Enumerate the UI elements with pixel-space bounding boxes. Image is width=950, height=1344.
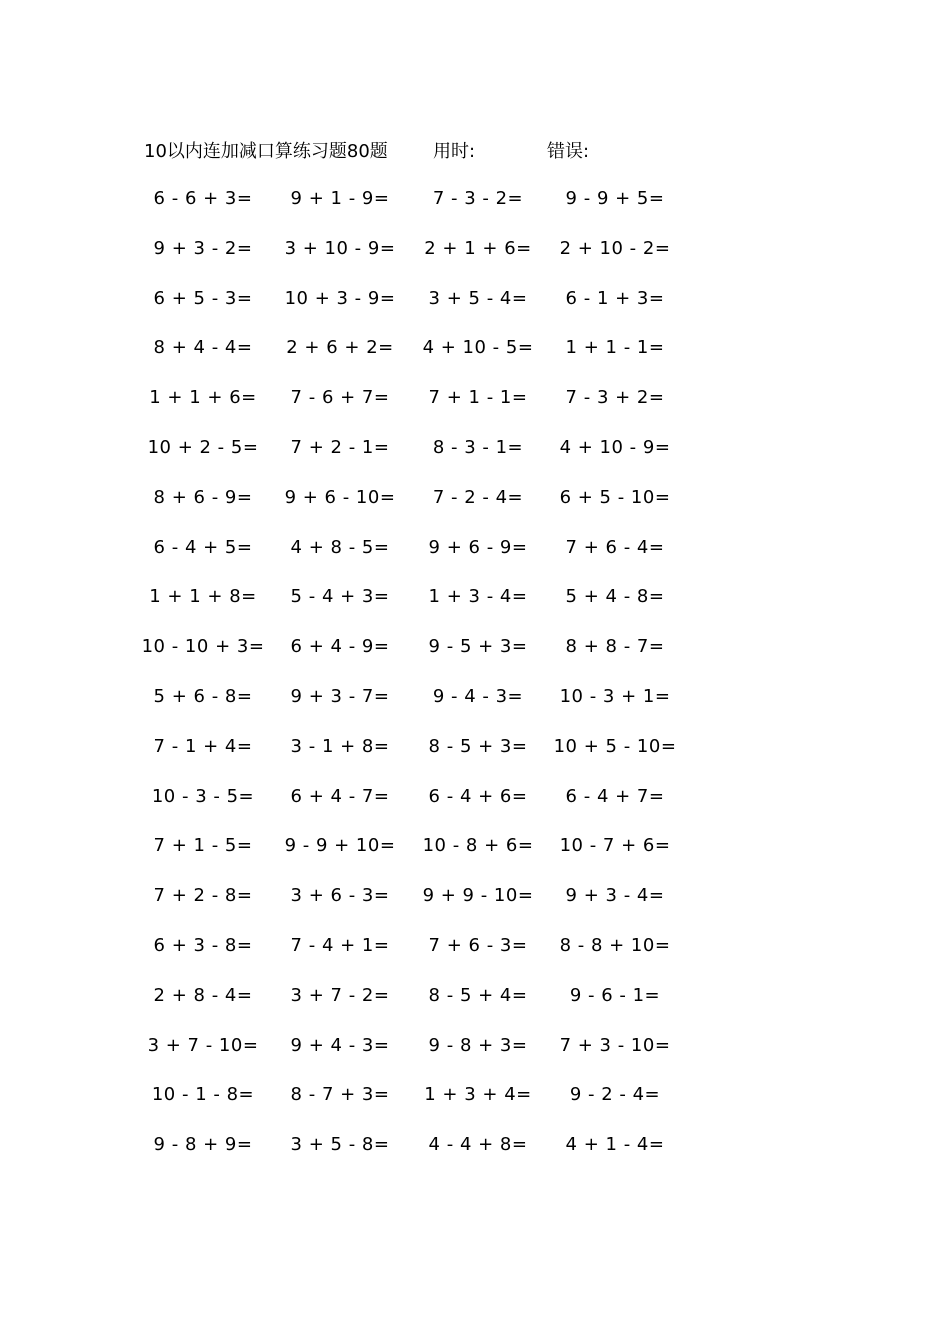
problem-r5-c3: 7 + 1 - 1= <box>428 387 528 409</box>
problem-r17-c4: 9 - 6 - 1= <box>569 984 661 1006</box>
problem-r11-c2: 9 + 3 - 7= <box>290 686 390 707</box>
problem-r10-c4: 8 + 8 - 7= <box>565 636 665 658</box>
problem-r2-c1: 9 + 3 - 2= <box>153 237 253 259</box>
problem-r7-c2: 9 + 6 - 10= <box>284 486 396 508</box>
problem-r11-c4: 10 - 3 + 1= <box>559 686 671 707</box>
problem-r10-c1: 10 - 10 + 3= <box>141 636 265 658</box>
problem-r15-c3: 9 + 9 - 10= <box>422 885 534 907</box>
problem-r6-c2: 7 + 2 - 1= <box>290 437 390 458</box>
problem-r18-c3: 9 - 8 + 3= <box>428 1034 528 1056</box>
problem-r2-c4: 2 + 10 - 2= <box>559 237 671 259</box>
problem-r2-c3: 2 + 1 + 6= <box>424 237 532 259</box>
problem-r17-c3: 8 - 5 + 4= <box>428 984 528 1006</box>
problem-r3-c4: 6 - 1 + 3= <box>565 287 665 309</box>
problem-r14-c4: 10 - 7 + 6= <box>559 835 671 857</box>
problem-r7-c1: 8 + 6 - 9= <box>153 486 253 508</box>
problem-r13-c2: 6 + 4 - 7= <box>290 785 390 807</box>
problem-r20-c1: 9 - 8 + 9= <box>153 1134 253 1156</box>
problem-r9-c3: 1 + 3 - 4= <box>428 586 528 608</box>
problem-r19-c1: 10 - 1 - 8= <box>151 1084 255 1106</box>
problem-r3-c2: 10 + 3 - 9= <box>284 287 396 309</box>
problem-r1-c4: 9 - 9 + 5= <box>565 188 665 209</box>
problem-r3-c3: 3 + 5 - 4= <box>428 287 528 309</box>
problem-r1-c2: 9 + 1 - 9= <box>290 188 390 209</box>
problem-r8-c1: 6 - 4 + 5= <box>153 536 253 558</box>
problem-r15-c1: 7 + 2 - 8= <box>153 885 253 907</box>
problem-r16-c1: 6 + 3 - 8= <box>153 935 253 956</box>
problem-r1-c3: 7 - 3 - 2= <box>432 188 524 209</box>
problem-r1-c1: 6 - 6 + 3= <box>153 188 253 209</box>
problem-r10-c3: 9 - 5 + 3= <box>428 636 528 658</box>
problem-r6-c4: 4 + 10 - 9= <box>559 437 671 458</box>
problem-r4-c2: 2 + 6 + 2= <box>286 337 394 359</box>
problem-r7-c3: 7 - 2 - 4= <box>432 486 524 508</box>
problem-r6-c1: 10 + 2 - 5= <box>147 437 259 458</box>
problem-r18-c2: 9 + 4 - 3= <box>290 1034 390 1056</box>
problem-r14-c3: 10 - 8 + 6= <box>422 835 534 857</box>
problem-r8-c4: 7 + 6 - 4= <box>565 536 665 558</box>
problem-r15-c2: 3 + 6 - 3= <box>290 885 390 907</box>
problem-r16-c4: 8 - 8 + 10= <box>559 935 671 956</box>
problem-r2-c2: 3 + 10 - 9= <box>284 237 396 259</box>
problem-r9-c4: 5 + 4 - 8= <box>565 586 665 608</box>
problem-r12-c3: 8 - 5 + 3= <box>428 735 528 757</box>
problem-r10-c2: 6 + 4 - 9= <box>290 636 390 658</box>
problem-r20-c4: 4 + 1 - 4= <box>565 1134 665 1156</box>
problem-r9-c2: 5 - 4 + 3= <box>290 586 390 608</box>
problem-r11-c3: 9 - 4 - 3= <box>432 686 524 707</box>
problem-r19-c3: 1 + 3 + 4= <box>424 1084 532 1106</box>
problem-r5-c1: 1 + 1 + 6= <box>149 387 257 409</box>
problem-r12-c2: 3 - 1 + 8= <box>290 735 390 757</box>
problem-r14-c2: 9 - 9 + 10= <box>284 835 396 857</box>
problem-r8-c3: 9 + 6 - 9= <box>428 536 528 558</box>
worksheet-title: 10以内连加减口算练习题80题 <box>144 141 388 162</box>
problem-r7-c4: 6 + 5 - 10= <box>559 486 671 508</box>
problem-r5-c2: 7 - 6 + 7= <box>290 387 390 409</box>
problem-r11-c1: 5 + 6 - 8= <box>153 686 253 707</box>
errors-label: 错误: <box>547 141 590 162</box>
problem-r9-c1: 1 + 1 + 8= <box>149 586 257 608</box>
problem-r4-c3: 4 + 10 - 5= <box>422 337 534 359</box>
problem-r8-c2: 4 + 8 - 5= <box>290 536 390 558</box>
time-used-label: 用时: <box>433 141 476 162</box>
problem-r17-c2: 3 + 7 - 2= <box>290 984 390 1006</box>
problem-r13-c3: 6 - 4 + 6= <box>428 785 528 807</box>
problem-r13-c1: 10 - 3 - 5= <box>151 785 255 807</box>
problem-r13-c4: 6 - 4 + 7= <box>565 785 665 807</box>
problem-r4-c4: 1 + 1 - 1= <box>565 337 665 359</box>
problem-r3-c1: 6 + 5 - 3= <box>153 287 253 309</box>
problem-r15-c4: 9 + 3 - 4= <box>565 885 665 907</box>
problem-r19-c2: 8 - 7 + 3= <box>290 1084 390 1106</box>
problem-r12-c4: 10 + 5 - 10= <box>553 735 677 757</box>
problem-r4-c1: 8 + 4 - 4= <box>153 337 253 359</box>
problem-r6-c3: 8 - 3 - 1= <box>432 437 524 458</box>
problem-r18-c4: 7 + 3 - 10= <box>559 1034 671 1056</box>
problem-r18-c1: 3 + 7 - 10= <box>147 1034 259 1056</box>
problem-r19-c4: 9 - 2 - 4= <box>569 1084 661 1106</box>
problem-r20-c2: 3 + 5 - 8= <box>290 1134 390 1156</box>
problem-r14-c1: 7 + 1 - 5= <box>153 835 253 857</box>
problem-r17-c1: 2 + 8 - 4= <box>153 984 253 1006</box>
problem-r16-c3: 7 + 6 - 3= <box>428 935 528 956</box>
problem-r12-c1: 7 - 1 + 4= <box>153 735 253 757</box>
problem-r16-c2: 7 - 4 + 1= <box>290 935 390 956</box>
problem-r5-c4: 7 - 3 + 2= <box>565 387 665 409</box>
problem-r20-c3: 4 - 4 + 8= <box>428 1134 528 1156</box>
